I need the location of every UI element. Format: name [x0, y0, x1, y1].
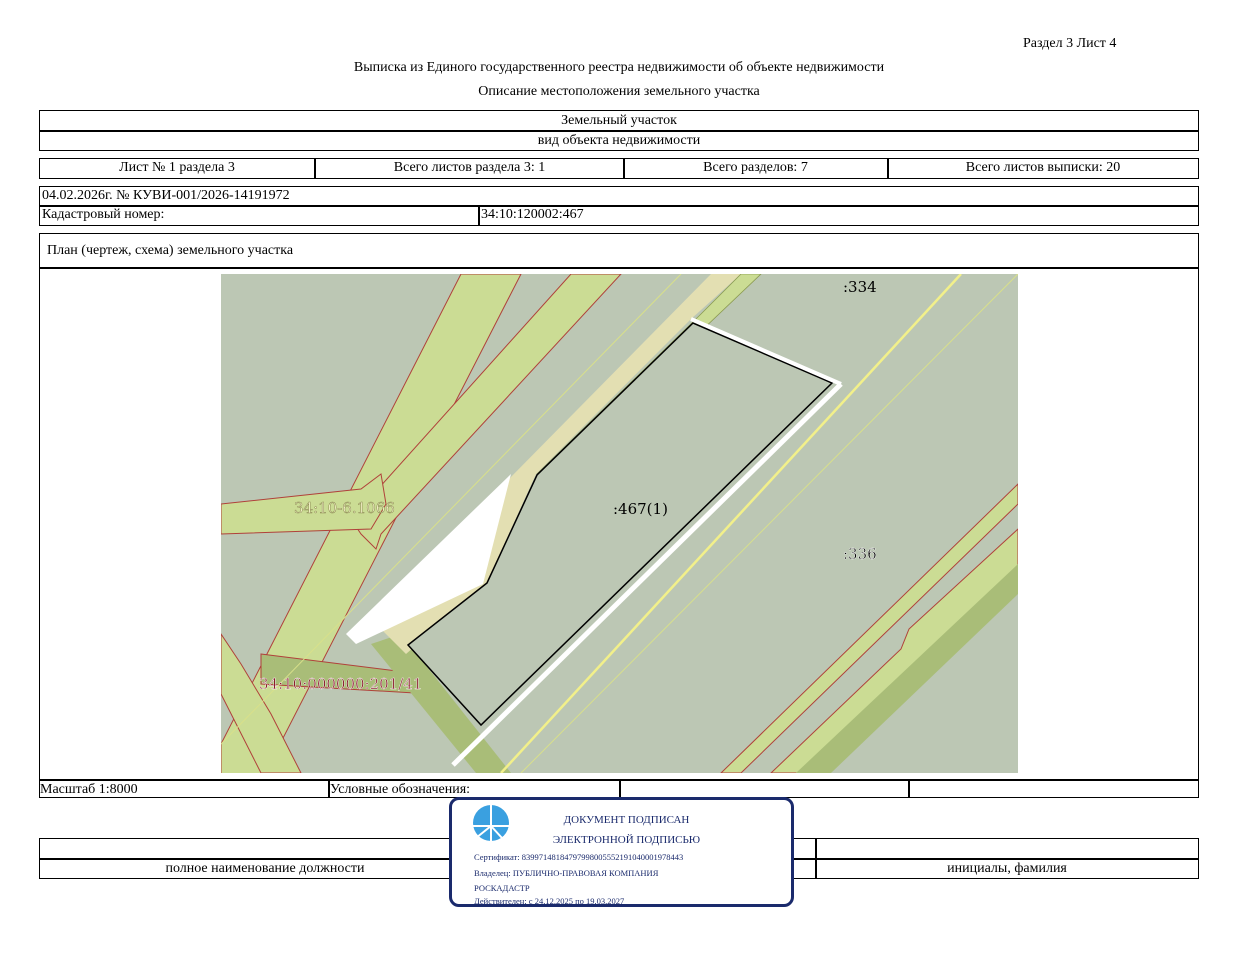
legend-label: Условные обозначения: — [330, 782, 471, 797]
sheets-row — [39, 158, 1199, 179]
cadastral-map — [221, 274, 1018, 773]
scale-label: Масштаб 1:8000 — [40, 782, 138, 797]
document-subtitle: Описание местоположения земельного участка — [478, 84, 760, 99]
object-type-box — [39, 110, 1199, 151]
label-334: :334 — [843, 278, 877, 296]
total-sheets: Всего листов выписки: 20 — [965, 160, 1121, 175]
label-zone: 34:10-6.1066 — [294, 499, 395, 517]
sheet-number: Лист № 1 раздела 3 — [119, 160, 235, 175]
label-road: 34:10:000000:201/41 — [259, 675, 423, 693]
e-signature-stamp — [449, 797, 794, 907]
name-caption: инициалы, фамилия — [947, 861, 1067, 876]
stamp-owner: Владелец: ПУБЛИЧНО-ПРАВОВАЯ КОМПАНИЯ — [474, 868, 659, 878]
stamp-line1: ДОКУМЕНТ ПОДПИСАН — [563, 814, 690, 826]
document-title: Выписка из Единого государственного реестра недвижимости об объекте недвижимости — [353, 60, 885, 75]
object-type: Земельный участок — [561, 113, 677, 128]
cadastral-number: 34:10:120002:467 — [481, 207, 584, 222]
total-sections: Всего разделов: 7 — [703, 160, 808, 175]
section-sheet: Раздел 3 Лист 4 — [1023, 36, 1117, 51]
date-number: 04.02.2026г. № КУВИ-001/2026-14191972 — [42, 188, 290, 203]
stamp-owner-2: РОСКАДАСТР — [474, 883, 530, 893]
label-parcel-467: :467(1) — [613, 500, 668, 518]
position-caption: полное наименование должности — [165, 861, 365, 876]
cadastral-label: Кадастровый номер: — [42, 207, 165, 222]
stamp-line2: ЭЛЕКТРОННОЙ ПОДПИСЬЮ — [552, 834, 701, 846]
object-type-caption: вид объекта недвижимости — [537, 133, 701, 148]
plan-title: План (чертеж, схема) земельного участка — [47, 243, 294, 258]
stamp-valid: Действителен: с 24.12.2025 по 19.03.2027 — [474, 896, 625, 906]
stamp-certificate: Сертификат: 839971481847979980055521910400019784​43 — [474, 852, 684, 862]
total-section-sheets: Всего листов раздела 3: 1 — [393, 160, 546, 175]
label-336: :336 — [843, 545, 877, 563]
doc-info-box — [39, 186, 1199, 226]
